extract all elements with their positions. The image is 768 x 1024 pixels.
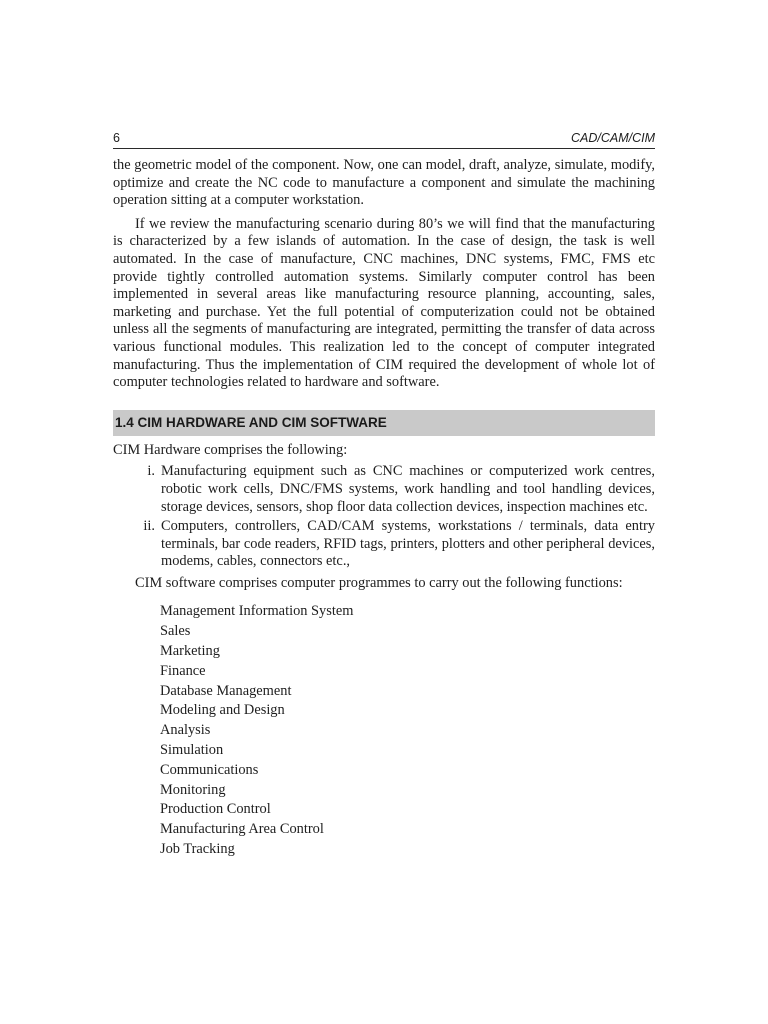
page-number: 6 — [113, 131, 120, 145]
list-item: Finance — [160, 662, 206, 679]
list-item: Database Management — [160, 682, 292, 699]
list-item — [113, 518, 655, 571]
paragraph-geometric-model: the geometric model of the component. Now, one can model, draft, analyze, simulate, modify, optimize and create the NC code to manufacture a component and simulate the machining operation sitting at a computer workstation. — [113, 157, 655, 209]
running-title: CAD/CAM/CIM — [570, 131, 655, 145]
list-item: Job Tracking — [160, 841, 235, 858]
hardware-list — [113, 463, 655, 571]
list-item-marker: ii. — [143, 518, 155, 535]
list-item: Analysis — [160, 722, 211, 739]
list-item — [113, 463, 655, 516]
paragraph-manufacturing-scenario: If we review the manufacturing scenario during 80’s we will find that the manufacturing is characterized by a few islands of automation. In the case of design, the task is well automated. In the case of manufacture, CNC machines, DNC systems, FMC, FMS etc provide tightly controlled automation systems. Similarly computer control has been implemented in several areas like manufacturing resource planning, accounting, sales, marketing and purchase. Yet the full potential of computerization could not be obtained unless all the segments of manufacturing are integrated, permitting the transfer of data across various functional modules. This realization led to the concept of computer integrated manufacturing. Thus the implementation of CIM required the development of whole lot of computer technologies related to hardware and software. — [113, 215, 655, 391]
list-item: Production Control — [160, 801, 271, 818]
list-item: Simulation — [160, 742, 224, 759]
list-item: Modeling and Design — [160, 702, 285, 719]
page-header — [113, 130, 655, 149]
list-item: Communications — [160, 761, 259, 778]
section-heading: 1.4 CIM HARDWARE AND CIM SOFTWARE — [113, 410, 655, 436]
hardware-intro: CIM Hardware comprises the following: — [113, 441, 348, 458]
list-item: Manufacturing Area Control — [160, 821, 324, 838]
list-item: Monitoring — [160, 781, 226, 798]
list-item: Management Information System — [160, 603, 354, 620]
list-item-text: Computers, controllers, CAD/CAM systems, workstations / terminals, data entry terminals, bar code readers, RFID tags, printers, plotters and other peripheral devices, modems, cables, connectors etc., — [161, 518, 655, 570]
software-intro: CIM software comprises computer programmes to carry out the following functions: — [135, 574, 623, 591]
list-item: Sales — [160, 623, 191, 640]
list-item: Marketing — [160, 643, 220, 660]
book-page — [113, 130, 655, 860]
list-item-text: Manufacturing equipment such as CNC machines or computerized work centres, robotic work cells, DNC/FMS systems, work handling and tool handling devices, storage devices, sensors, shop floor data collection devices, inspection machines etc. — [161, 463, 655, 515]
software-functions-list — [160, 602, 655, 859]
list-item-marker: i. — [147, 463, 155, 480]
